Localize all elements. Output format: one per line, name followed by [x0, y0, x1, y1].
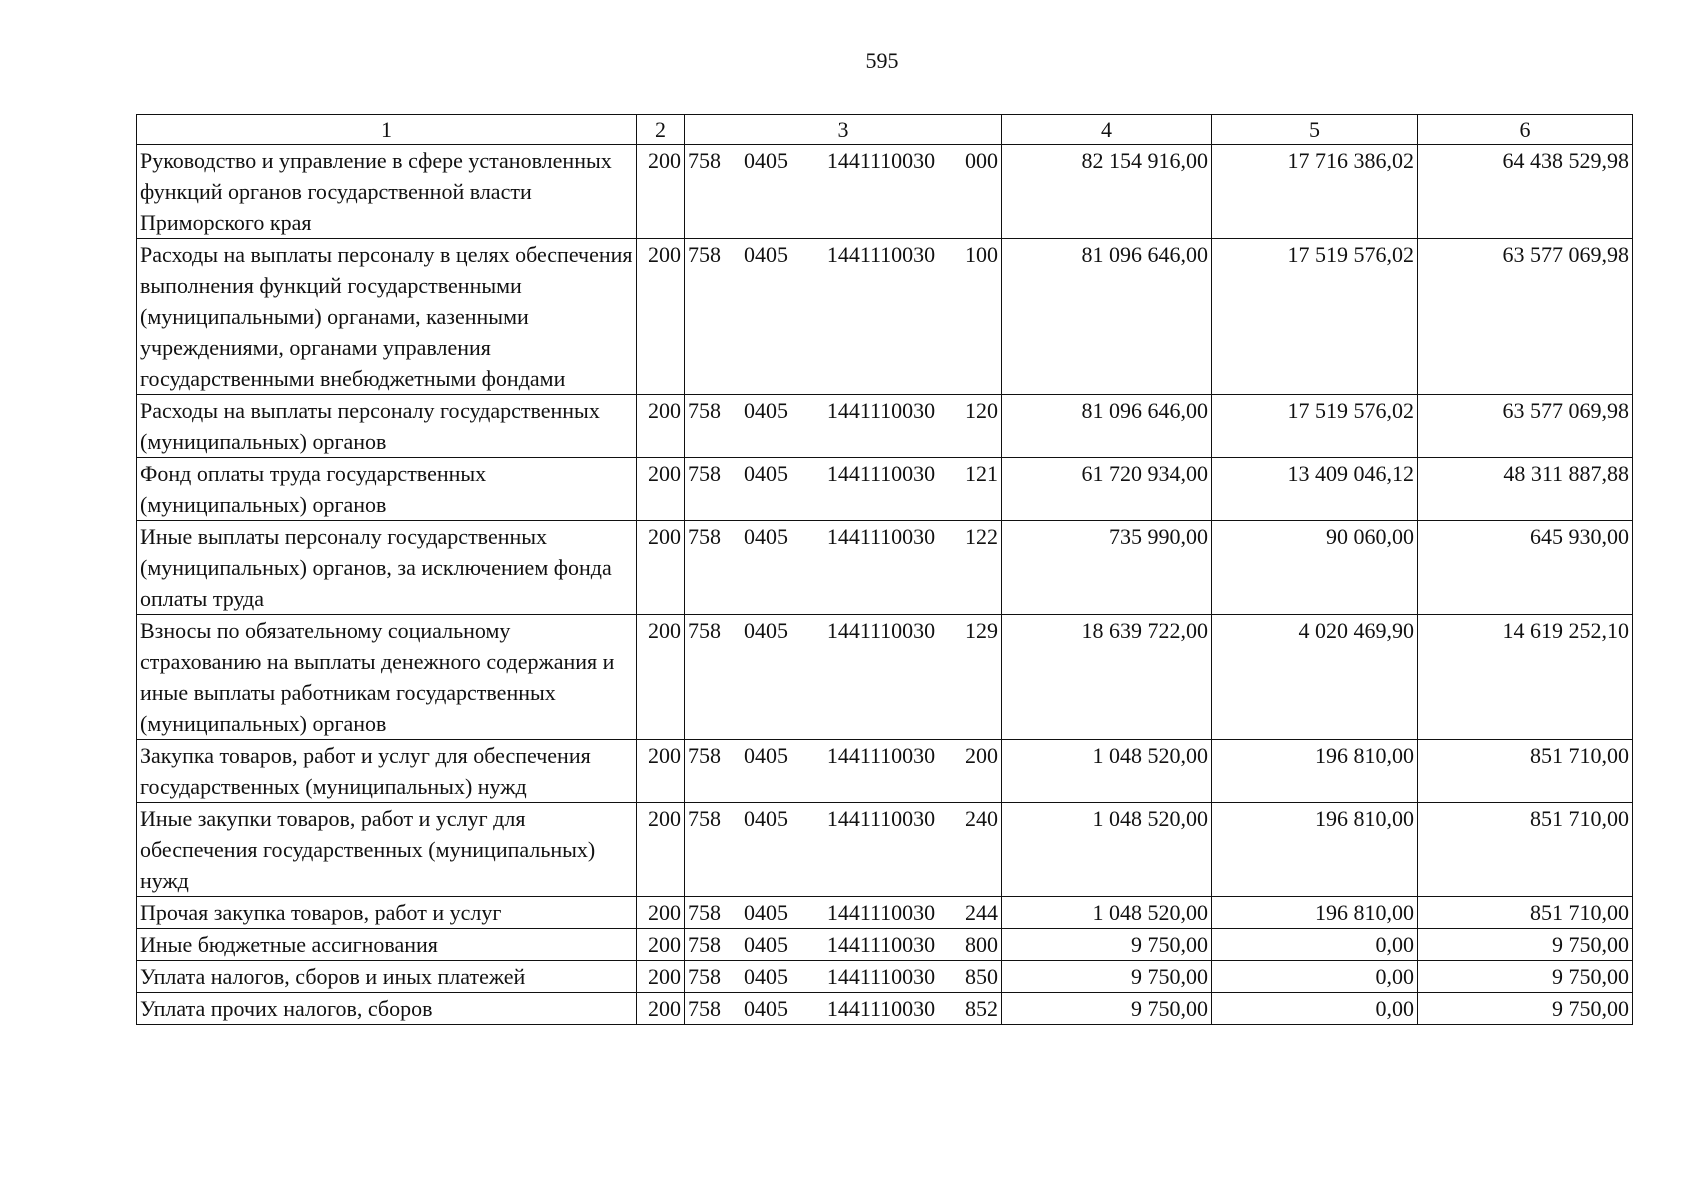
row-col4: 1 048 520,00 — [1002, 740, 1212, 803]
row-col2: 200 — [637, 521, 685, 615]
code-group — [688, 395, 998, 426]
table-row — [137, 395, 1633, 458]
code-section: 0405 — [744, 398, 788, 423]
row-col2: 200 — [637, 395, 685, 458]
budget-table — [136, 114, 1633, 1025]
row-col6: 14 619 252,10 — [1418, 615, 1633, 740]
budget-table-body — [137, 115, 1633, 1025]
code-expense-type: 121 — [965, 461, 998, 486]
code-group — [688, 458, 998, 489]
code-target-article: 1441110030 — [826, 996, 936, 1021]
code-group — [688, 993, 998, 1024]
table-row — [137, 740, 1633, 803]
row-col6: 851 710,00 — [1418, 897, 1633, 929]
code-section: 0405 — [744, 932, 788, 957]
code-grbs: 758 — [688, 461, 721, 486]
row-name: Иные бюджетные ассигнования — [137, 929, 637, 961]
row-name: Уплата налогов, сборов и иных платежей — [137, 961, 637, 993]
code-grbs: 758 — [688, 524, 721, 549]
code-target-article: 1441110030 — [826, 148, 936, 173]
code-expense-type: 800 — [965, 932, 998, 957]
code-target-article: 1441110030 — [826, 398, 936, 423]
code-expense-type: 240 — [965, 806, 998, 831]
code-expense-type: 120 — [965, 398, 998, 423]
code-section: 0405 — [744, 524, 788, 549]
row-code — [685, 993, 1002, 1025]
row-col5: 90 060,00 — [1212, 521, 1418, 615]
row-code — [685, 458, 1002, 521]
row-col4: 61 720 934,00 — [1002, 458, 1212, 521]
row-name: Расходы на выплаты персоналу государственных (муниципальных) органов — [137, 395, 637, 458]
code-group — [688, 239, 998, 270]
table-row — [137, 239, 1633, 395]
code-expense-type: 244 — [965, 900, 998, 925]
code-target-article: 1441110030 — [826, 618, 936, 643]
row-col4: 9 750,00 — [1002, 929, 1212, 961]
row-col4: 1 048 520,00 — [1002, 803, 1212, 897]
row-col6: 645 930,00 — [1418, 521, 1633, 615]
code-group — [688, 897, 998, 928]
row-col6: 64 438 529,98 — [1418, 145, 1633, 239]
code-group — [688, 740, 998, 771]
row-col5: 13 409 046,12 — [1212, 458, 1418, 521]
code-section: 0405 — [744, 242, 788, 267]
column-header: 2 — [637, 115, 685, 145]
code-grbs: 758 — [688, 964, 721, 989]
code-grbs: 758 — [688, 398, 721, 423]
table-row — [137, 929, 1633, 961]
code-group — [688, 929, 998, 960]
code-section: 0405 — [744, 964, 788, 989]
row-col5: 196 810,00 — [1212, 803, 1418, 897]
code-expense-type: 200 — [965, 743, 998, 768]
row-col6: 63 577 069,98 — [1418, 239, 1633, 395]
row-name: Взносы по обязательному социальному страхованию на выплаты денежного содержания и иные выплаты работникам государственных (муниципальных) органов — [137, 615, 637, 740]
row-col5: 0,00 — [1212, 929, 1418, 961]
row-col4: 81 096 646,00 — [1002, 239, 1212, 395]
code-grbs: 758 — [688, 932, 721, 957]
row-col2: 200 — [637, 145, 685, 239]
row-col5: 17 519 576,02 — [1212, 395, 1418, 458]
code-group — [688, 803, 998, 834]
code-grbs: 758 — [688, 618, 721, 643]
row-col6: 48 311 887,88 — [1418, 458, 1633, 521]
row-code — [685, 239, 1002, 395]
row-col2: 200 — [637, 239, 685, 395]
row-name: Иные закупки товаров, работ и услуг для обеспечения государственных (муниципальных) нужд — [137, 803, 637, 897]
row-col5: 4 020 469,90 — [1212, 615, 1418, 740]
code-target-article: 1441110030 — [826, 461, 936, 486]
code-section: 0405 — [744, 996, 788, 1021]
row-col6: 851 710,00 — [1418, 803, 1633, 897]
code-section: 0405 — [744, 148, 788, 173]
code-expense-type: 122 — [965, 524, 998, 549]
column-header: 4 — [1002, 115, 1212, 145]
row-col6: 9 750,00 — [1418, 929, 1633, 961]
code-target-article: 1441110030 — [826, 743, 936, 768]
code-target-article: 1441110030 — [826, 964, 936, 989]
code-grbs: 758 — [688, 242, 721, 267]
row-col6: 851 710,00 — [1418, 740, 1633, 803]
row-code — [685, 145, 1002, 239]
row-name: Уплата прочих налогов, сборов — [137, 993, 637, 1025]
row-col2: 200 — [637, 740, 685, 803]
code-expense-type: 850 — [965, 964, 998, 989]
table-row — [137, 145, 1633, 239]
row-code — [685, 929, 1002, 961]
row-col4: 1 048 520,00 — [1002, 897, 1212, 929]
row-col5: 196 810,00 — [1212, 740, 1418, 803]
code-expense-type: 100 — [965, 242, 998, 267]
code-expense-type: 000 — [965, 148, 998, 173]
table-row — [137, 803, 1633, 897]
code-target-article: 1441110030 — [826, 932, 936, 957]
row-code — [685, 740, 1002, 803]
code-grbs: 758 — [688, 900, 721, 925]
row-col4: 18 639 722,00 — [1002, 615, 1212, 740]
code-group — [688, 521, 998, 552]
row-name: Расходы на выплаты персоналу в целях обеспечения выполнения функций государственными (муниципальными) органами, казенными учреждениями, органами управления государственными внебюджетными фондами — [137, 239, 637, 395]
row-col2: 200 — [637, 458, 685, 521]
row-col2: 200 — [637, 929, 685, 961]
row-col5: 0,00 — [1212, 961, 1418, 993]
code-section: 0405 — [744, 806, 788, 831]
row-code — [685, 615, 1002, 740]
code-expense-type: 852 — [965, 996, 998, 1021]
row-col2: 200 — [637, 993, 685, 1025]
code-grbs: 758 — [688, 743, 721, 768]
table-row — [137, 897, 1633, 929]
row-col6: 9 750,00 — [1418, 993, 1633, 1025]
code-section: 0405 — [744, 618, 788, 643]
code-section: 0405 — [744, 461, 788, 486]
code-expense-type: 129 — [965, 618, 998, 643]
code-target-article: 1441110030 — [826, 242, 936, 267]
page-number: 595 — [865, 48, 899, 73]
row-col5: 17 519 576,02 — [1212, 239, 1418, 395]
row-code — [685, 897, 1002, 929]
row-code — [685, 803, 1002, 897]
code-grbs: 758 — [688, 806, 721, 831]
row-col4: 9 750,00 — [1002, 993, 1212, 1025]
row-col4: 81 096 646,00 — [1002, 395, 1212, 458]
row-col4: 9 750,00 — [1002, 961, 1212, 993]
table-row — [137, 521, 1633, 615]
row-col2: 200 — [637, 961, 685, 993]
code-target-article: 1441110030 — [826, 524, 936, 549]
table-header-row — [137, 115, 1633, 145]
row-code — [685, 395, 1002, 458]
code-section: 0405 — [744, 743, 788, 768]
row-code — [685, 521, 1002, 615]
code-target-article: 1441110030 — [826, 900, 936, 925]
table-row — [137, 615, 1633, 740]
table-row — [137, 458, 1633, 521]
row-col6: 63 577 069,98 — [1418, 395, 1633, 458]
column-header: 3 — [685, 115, 1002, 145]
row-name: Закупка товаров, работ и услуг для обеспечения государственных (муниципальных) нужд — [137, 740, 637, 803]
row-col4: 82 154 916,00 — [1002, 145, 1212, 239]
row-name: Руководство и управление в сфере установленных функций органов государственной власти Приморского края — [137, 145, 637, 239]
table-row — [137, 993, 1633, 1025]
row-name: Фонд оплаты труда государственных (муниципальных) органов — [137, 458, 637, 521]
row-name: Прочая закупка товаров, работ и услуг — [137, 897, 637, 929]
row-col2: 200 — [637, 803, 685, 897]
table-row — [137, 961, 1633, 993]
row-name: Иные выплаты персоналу государственных (муниципальных) органов, за исключением фонда оплаты труда — [137, 521, 637, 615]
code-group — [688, 961, 998, 992]
code-grbs: 758 — [688, 148, 721, 173]
code-target-article: 1441110030 — [826, 806, 936, 831]
column-header: 1 — [137, 115, 637, 145]
row-col4: 735 990,00 — [1002, 521, 1212, 615]
row-col2: 200 — [637, 615, 685, 740]
row-col6: 9 750,00 — [1418, 961, 1633, 993]
code-group — [688, 615, 998, 646]
column-header: 5 — [1212, 115, 1418, 145]
column-header: 6 — [1418, 115, 1633, 145]
row-col5: 196 810,00 — [1212, 897, 1418, 929]
row-col5: 17 716 386,02 — [1212, 145, 1418, 239]
code-section: 0405 — [744, 900, 788, 925]
code-group — [688, 145, 998, 176]
code-grbs: 758 — [688, 996, 721, 1021]
row-code — [685, 961, 1002, 993]
row-col5: 0,00 — [1212, 993, 1418, 1025]
row-col2: 200 — [637, 897, 685, 929]
